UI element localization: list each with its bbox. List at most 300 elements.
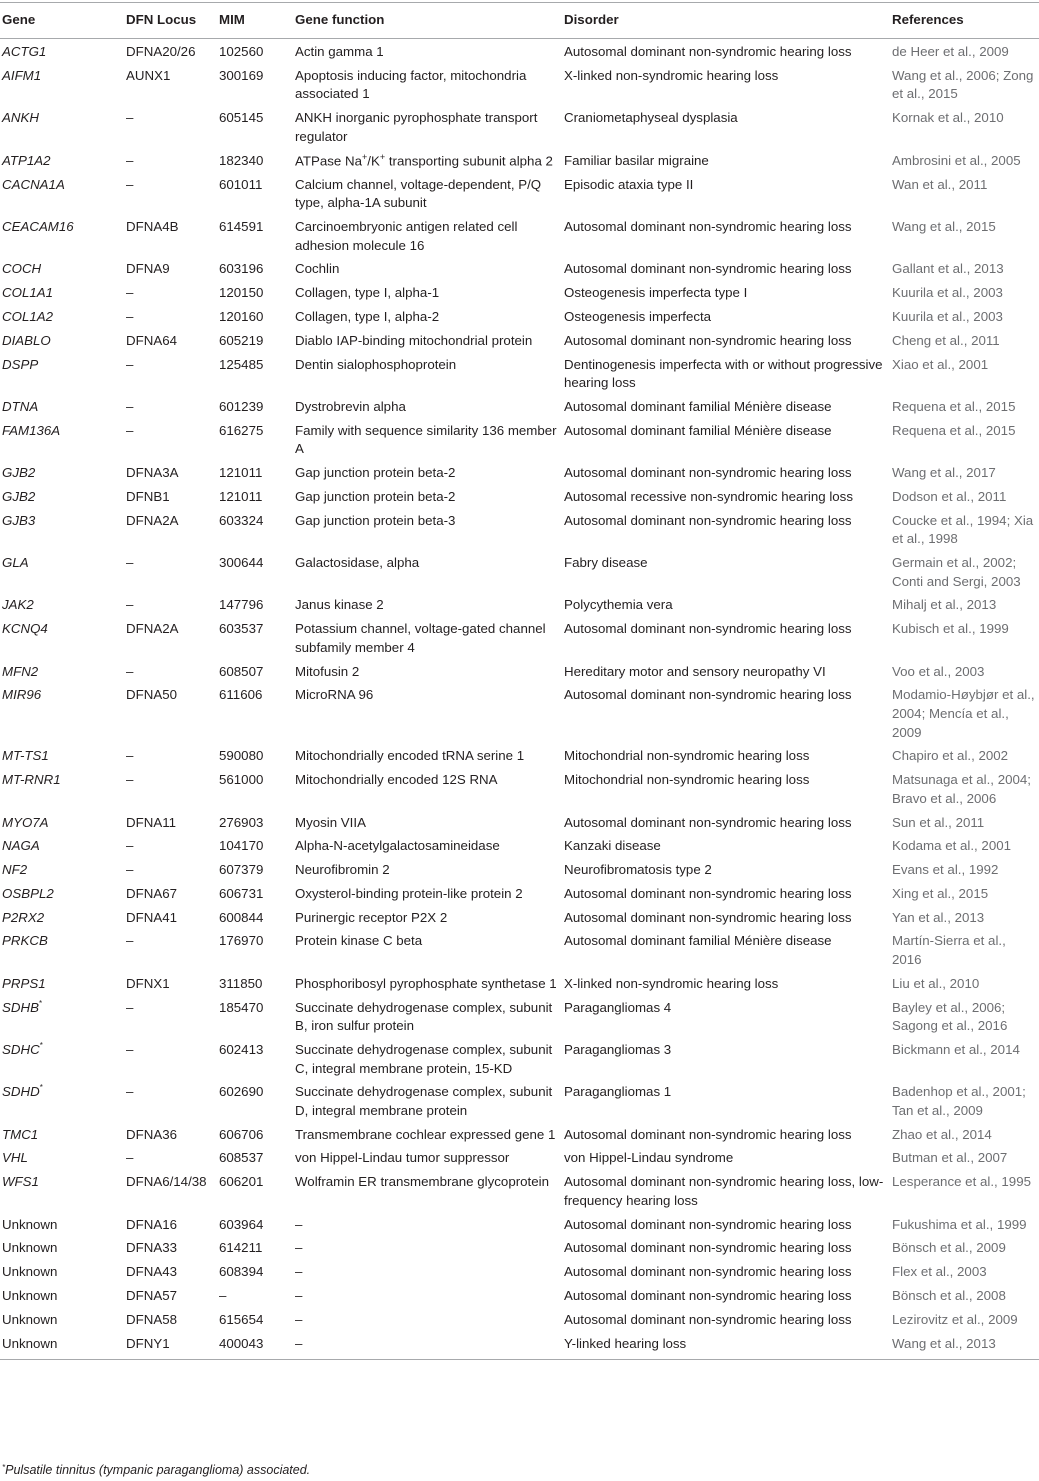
references-cell: Butman et al., 2007 <box>892 1150 1008 1166</box>
gene-name: OSBPL2 <box>2 885 54 901</box>
locus-cell: DFNA36 <box>126 1126 177 1142</box>
table-row <box>0 353 1039 395</box>
mim-cell: 176970 <box>219 933 264 949</box>
locus-cell: DFNA20/26 <box>126 44 196 59</box>
header-mim: MIM <box>217 3 293 39</box>
disorder-cell: Autosomal dominant non-syndromic hearing loss <box>564 909 852 925</box>
locus-cell: – <box>126 1084 134 1100</box>
gene-cell <box>0 509 124 551</box>
disorder-cell: Y-linked hearing loss <box>562 1332 890 1360</box>
disorder-cell: Paragangliomas 3 <box>564 1041 672 1057</box>
function-cell: – <box>295 1240 303 1256</box>
disorder-cell: Autosomal recessive non-syndromic hearing loss <box>564 488 853 504</box>
ion-charge: + <box>362 151 368 162</box>
locus-cell: – <box>126 1041 134 1057</box>
footnote-marker: * <box>39 1040 43 1050</box>
disorder-cell: Autosomal dominant non-syndromic hearing loss <box>564 1216 852 1232</box>
mim-cell: 590080 <box>219 748 264 764</box>
gene-table <box>0 2 1039 1360</box>
references-cell: Martín-Sierra et al., 2016 <box>892 933 1006 968</box>
table-row <box>0 769 1039 811</box>
table-row <box>0 858 1039 882</box>
gene-cell <box>0 462 124 486</box>
gene-name: SDHB <box>2 999 39 1015</box>
gene-name: ACTG1 <box>2 44 47 59</box>
table-row <box>0 107 1039 149</box>
references-cell: Kodama et al., 2001 <box>892 838 1012 854</box>
references-cell: Liu et al., 2010 <box>892 975 980 991</box>
references-cell: Voo et al., 2003 <box>892 663 985 679</box>
references-cell: Mihalj et al., 2013 <box>892 597 997 613</box>
function-cell: Mitochondrially encoded 12S RNA <box>295 772 498 788</box>
references-cell: Bönsch et al., 2008 <box>892 1287 1006 1303</box>
mim-cell: 104170 <box>219 838 264 854</box>
function-cell: Calcium channel, voltage-dependent, P/Q type, alpha-1A subunit <box>295 176 542 211</box>
gene-name: PRPS1 <box>2 975 46 991</box>
function-cell: Gap junction protein beta-2 <box>295 488 456 504</box>
function-cell: Purinergic receptor P2X 2 <box>295 909 448 925</box>
function-cell: Mitochondrially encoded tRNA serine 1 <box>295 748 525 764</box>
locus-cell: DFNA6/14/38 <box>126 1174 207 1190</box>
locus-cell: – <box>126 748 134 764</box>
mim-cell: 120160 <box>219 309 264 325</box>
function-cell: Transmembrane cochlear expressed gene 1 <box>295 1126 556 1142</box>
mim-cell: 614591 <box>219 219 264 235</box>
function-cell: Galactosidase, alpha <box>295 555 420 571</box>
function-cell: Myosin VIIA <box>295 814 366 830</box>
function-cell: Succinate dehydrogenase complex, subunit D, integral membrane protein <box>295 1084 553 1118</box>
table-row <box>0 660 1039 684</box>
locus-cell: – <box>126 1150 134 1166</box>
disorder-cell: Mitochondrial non-syndromic hearing loss <box>564 748 810 764</box>
header-locus: DFN Locus <box>124 3 217 39</box>
disorder-cell: Autosomal dominant non-syndromic hearing loss <box>564 512 852 528</box>
locus-cell: DFNX1 <box>126 975 170 991</box>
mim-cell: 608507 <box>219 663 264 679</box>
table-row <box>0 551 1039 593</box>
ion-charge: + <box>379 151 386 162</box>
mim-cell: 611606 <box>219 687 263 703</box>
function-cell: Phosphoribosyl pyrophosphate synthetase 1 <box>295 975 557 991</box>
disorder-cell: Hereditary motor and sensory neuropathy VI <box>564 663 826 679</box>
function-text: ATPase Na <box>295 152 363 168</box>
gene-cell <box>0 551 124 593</box>
gene-cell <box>0 1171 124 1213</box>
gene-cell <box>0 858 124 882</box>
header-gene: Gene <box>0 3 124 39</box>
mim-cell: 600844 <box>219 909 264 925</box>
mim-cell: 603537 <box>219 621 264 637</box>
gene-name: CEACAM16 <box>2 219 74 235</box>
gene-name: DIABLO <box>2 332 51 348</box>
gene-cell <box>0 618 124 660</box>
disorder-cell: Paragangliomas 4 <box>564 999 672 1015</box>
references-cell: Requena et al., 2015 <box>892 398 1016 414</box>
locus-cell: AUNX1 <box>126 67 171 83</box>
table-row <box>0 906 1039 930</box>
function-cell: Collagen, type I, alpha-2 <box>295 309 440 325</box>
footnote-marker: * <box>39 1083 43 1093</box>
gene-name: DSPP <box>2 356 39 372</box>
function-cell <box>293 149 562 173</box>
mim-cell: 605219 <box>219 332 264 348</box>
locus-cell: – <box>126 663 134 679</box>
references-cell: Bickmann et al., 2014 <box>892 1041 1020 1057</box>
locus-cell: DFNA43 <box>126 1264 177 1280</box>
mim-cell: 182340 <box>219 152 264 168</box>
locus-cell: – <box>126 933 134 949</box>
mim-cell: 603196 <box>219 261 264 277</box>
disorder-cell: Paragangliomas 1 <box>564 1084 672 1100</box>
references-cell: Flex et al., 2003 <box>892 1264 987 1280</box>
mim-cell: 120150 <box>219 285 264 301</box>
disorder-cell: Autosomal dominant non-syndromic hearing loss <box>564 465 852 481</box>
gene-name: SDHD <box>2 1084 40 1100</box>
gene-cell <box>0 353 124 395</box>
table-row <box>0 1284 1039 1308</box>
disorder-cell: Episodic ataxia type II <box>564 176 694 192</box>
references-cell: Badenhop et al., 2001; Tan et al., 2009 <box>892 1084 1026 1118</box>
gene-cell <box>0 64 124 106</box>
gene-name: Unknown <box>2 1216 58 1232</box>
gene-name: KCNQ4 <box>2 621 48 637</box>
locus-cell: DFNA2A <box>126 512 179 528</box>
header-function: Gene function <box>293 3 562 39</box>
function-cell: Wolframin ER transmembrane glycoprotein <box>295 1174 549 1190</box>
mim-cell: 121011 <box>219 465 263 481</box>
function-cell: ANKH inorganic pyrophosphate transport regulator <box>295 110 538 144</box>
gene-name: COCH <box>2 261 42 277</box>
table-body <box>0 39 1039 1360</box>
references-cell: Kuurila et al., 2003 <box>892 309 1003 325</box>
disorder-cell: Autosomal dominant non-syndromic hearing loss <box>564 621 852 637</box>
gene-cell <box>0 906 124 930</box>
disorder-cell: Neurofibromatosis type 2 <box>564 862 712 878</box>
table-row <box>0 305 1039 329</box>
mim-cell: 616275 <box>219 422 264 438</box>
gene-cell <box>0 684 124 745</box>
references-cell: de Heer et al., 2009 <box>892 44 1009 59</box>
table-row <box>0 930 1039 972</box>
gene-name: MT-TS1 <box>2 748 49 764</box>
table-row <box>0 1123 1039 1147</box>
function-cell: Gap junction protein beta-2 <box>295 465 456 481</box>
locus-cell: – <box>126 356 134 372</box>
table-footnote <box>2 1463 310 1477</box>
disorder-cell: X-linked non-syndromic hearing loss <box>564 975 779 991</box>
mim-cell: 608537 <box>219 1150 264 1166</box>
function-cell: Gap junction protein beta-3 <box>295 512 456 528</box>
gene-cell <box>0 1081 124 1123</box>
gene-name: VHL <box>2 1150 28 1166</box>
table-row <box>0 684 1039 745</box>
gene-name: GJB3 <box>2 512 36 528</box>
disorder-cell: Autosomal dominant non-syndromic hearing loss <box>564 44 852 59</box>
mim-cell: 276903 <box>219 814 264 830</box>
gene-cell <box>0 149 124 173</box>
locus-cell: DFNA33 <box>126 1240 177 1256</box>
function-cell: Collagen, type I, alpha-1 <box>295 285 440 301</box>
gene-name: AIFM1 <box>2 67 42 83</box>
mim-cell: 102560 <box>219 44 264 59</box>
function-text: transporting subunit alpha 2 <box>385 152 553 168</box>
function-cell: Actin gamma 1 <box>295 44 384 59</box>
gene-cell <box>0 745 124 769</box>
function-cell: Carcinoembryonic antigen related cell adhesion molecule 16 <box>295 219 518 253</box>
function-cell: Apoptosis inducing factor, mitochondria associated 1 <box>295 67 527 102</box>
locus-cell: – <box>126 110 134 126</box>
table-row <box>0 258 1039 282</box>
disorder-cell: Fabry disease <box>564 555 648 571</box>
locus-cell: – <box>126 555 134 571</box>
footnote-text: Pulsatile tinnitus (tympanic paraganglioma) associated. <box>5 1463 311 1477</box>
disorder-cell: Autosomal dominant non-syndromic hearing loss <box>564 885 852 901</box>
mim-cell: 300644 <box>219 555 264 571</box>
gene-name: SDHC <box>2 1041 40 1057</box>
table-row <box>0 1147 1039 1171</box>
table-row <box>0 1038 1039 1080</box>
locus-cell: DFNA58 <box>126 1311 177 1327</box>
table-row <box>0 1332 1039 1360</box>
gene-cell <box>0 835 124 859</box>
function-cell: Succinate dehydrogenase complex, subunit B, iron sulfur protein <box>295 999 553 1034</box>
mim-cell: 607379 <box>219 862 264 878</box>
gene-name: MFN2 <box>2 663 39 679</box>
function-cell: – <box>295 1311 303 1327</box>
table-row <box>0 462 1039 486</box>
function-cell: – <box>293 1332 562 1360</box>
disorder-cell: Autosomal dominant non-syndromic hearing loss <box>564 332 852 348</box>
table-row <box>0 1308 1039 1332</box>
gene-cell <box>0 1038 124 1080</box>
gene-name: PRKCB <box>2 933 48 949</box>
locus-cell: – <box>126 838 134 854</box>
disorder-cell: Autosomal dominant non-syndromic hearing loss <box>564 1126 852 1142</box>
gene-cell <box>0 1147 124 1171</box>
disorder-cell: Familiar basilar migraine <box>564 152 709 168</box>
references-cell: Lesperance et al., 1995 <box>892 1174 1031 1190</box>
table-row <box>0 485 1039 509</box>
gene-cell <box>0 1213 124 1237</box>
mim-cell: 311850 <box>219 975 263 991</box>
references-cell: Coucke et al., 1994; Xia et al., 1998 <box>892 512 1034 547</box>
function-cell: Alpha-N-acetylgalactosamineidase <box>295 838 500 854</box>
disorder-cell: Osteogenesis imperfecta <box>564 309 712 325</box>
mim-cell: 614211 <box>219 1240 263 1256</box>
references-cell: Wang et al., 2013 <box>890 1332 1039 1360</box>
locus-cell: DFNA9 <box>126 261 170 277</box>
gene-cell <box>0 811 124 835</box>
gene-name: TMC1 <box>2 1126 39 1142</box>
function-cell: Succinate dehydrogenase complex, subunit C, integral membrane protein, 15-KD <box>295 1041 553 1076</box>
disorder-cell: Osteogenesis imperfecta type I <box>564 285 748 301</box>
gene-cell <box>0 1332 124 1360</box>
gene-name: Unknown <box>2 1264 58 1280</box>
disorder-cell: Autosomal dominant familial Ménière disease <box>564 398 832 414</box>
gene-name: FAM136A <box>2 422 61 438</box>
table-row <box>0 972 1039 996</box>
mim-cell: 606706 <box>219 1126 264 1142</box>
function-cell: – <box>295 1264 303 1280</box>
header-references: References <box>890 3 1039 39</box>
function-text: /K <box>367 152 380 168</box>
gene-name: Unknown <box>2 1311 58 1327</box>
gene-name: DTNA <box>2 398 39 414</box>
mim-cell: 606731 <box>219 885 264 901</box>
table-row <box>0 594 1039 618</box>
gene-cell <box>0 395 124 419</box>
references-cell: Matsunaga et al., 2004; Bravo et al., 2006 <box>892 772 1031 806</box>
function-cell: von Hippel-Lindau tumor suppressor <box>295 1150 510 1166</box>
references-cell: Cheng et al., 2011 <box>892 332 1000 348</box>
locus-cell: – <box>126 597 134 613</box>
gene-name: ANKH <box>2 110 39 126</box>
locus-cell: DFNA2A <box>126 621 179 637</box>
locus-cell: DFNA41 <box>126 909 177 925</box>
table-row <box>0 1261 1039 1285</box>
disorder-cell: Mitochondrial non-syndromic hearing loss <box>564 772 810 788</box>
mim-cell: – <box>219 1287 227 1303</box>
references-cell: Xing et al., 2015 <box>892 885 989 901</box>
mim-cell: 601239 <box>219 398 264 414</box>
disorder-cell: Autosomal dominant familial Ménière disease <box>564 422 832 438</box>
references-cell: Dodson et al., 2011 <box>892 488 1007 504</box>
mim-cell: 602690 <box>219 1084 264 1100</box>
table-row <box>0 395 1039 419</box>
disorder-cell: Autosomal dominant non-syndromic hearing loss, low-frequency hearing loss <box>564 1174 884 1208</box>
disorder-cell: von Hippel-Lindau syndrome <box>564 1150 734 1166</box>
references-cell: Yan et al., 2013 <box>892 909 985 925</box>
gene-cell <box>0 1261 124 1285</box>
table-header-row <box>0 3 1039 39</box>
table-row <box>0 329 1039 353</box>
table-row <box>0 173 1039 215</box>
gene-name: COL1A2 <box>2 309 53 325</box>
mim-cell: 121011 <box>219 488 263 504</box>
table-row <box>0 282 1039 306</box>
mim-cell: 300169 <box>219 67 264 83</box>
gene-name: NAGA <box>2 838 40 854</box>
gene-cell <box>0 419 124 461</box>
function-cell: Diablo IAP-binding mitochondrial protein <box>295 332 533 348</box>
table-row <box>0 1213 1039 1237</box>
function-cell: Janus kinase 2 <box>295 597 384 613</box>
mim-cell: 561000 <box>219 772 264 788</box>
mim-cell: 605145 <box>219 110 264 126</box>
references-cell: Fukushima et al., 1999 <box>892 1216 1027 1232</box>
gene-name: ATP1A2 <box>2 152 51 168</box>
references-cell: Lezirovitz et al., 2009 <box>892 1311 1018 1327</box>
references-cell: Kubisch et al., 1999 <box>892 621 1009 637</box>
references-cell: Evans et al., 1992 <box>892 862 999 878</box>
locus-cell: DFNA3A <box>126 465 179 481</box>
disorder-cell: Polycythemia vera <box>564 597 673 613</box>
gene-name: P2RX2 <box>2 909 45 925</box>
locus-cell: – <box>126 772 134 788</box>
table-row <box>0 149 1039 173</box>
header-disorder: Disorder <box>562 3 890 39</box>
locus-cell: – <box>126 862 134 878</box>
gene-name: JAK2 <box>2 597 34 613</box>
gene-cell <box>0 216 124 258</box>
locus-cell: DFNA16 <box>126 1216 177 1232</box>
function-cell: – <box>295 1216 303 1232</box>
function-cell: Dystrobrevin alpha <box>295 398 406 414</box>
disorder-cell: Dentinogenesis imperfecta with or without progressive hearing loss <box>564 356 883 391</box>
gene-name: CACNA1A <box>2 176 65 192</box>
disorder-cell: Autosomal dominant non-syndromic hearing loss <box>564 1311 852 1327</box>
table-row <box>0 1081 1039 1123</box>
gene-name: Unknown <box>2 1240 58 1256</box>
gene-name: GJB2 <box>2 465 36 481</box>
function-cell: Protein kinase C beta <box>295 933 423 949</box>
disorder-cell: Autosomal dominant non-syndromic hearing loss <box>564 219 852 235</box>
disorder-cell: Autosomal dominant non-syndromic hearing loss <box>564 814 852 830</box>
references-cell: Requena et al., 2015 <box>892 422 1016 438</box>
gene-name: MT-RNR1 <box>2 772 61 788</box>
gene-cell <box>0 329 124 353</box>
gene-cell <box>0 1308 124 1332</box>
references-cell: Bayley et al., 2006; Sagong et al., 2016 <box>892 999 1008 1034</box>
locus-cell: DFNA57 <box>126 1287 177 1303</box>
locus-cell: DFNA50 <box>126 687 177 703</box>
references-cell: Wang et al., 2017 <box>892 465 996 481</box>
locus-cell: DFNA11 <box>126 814 176 830</box>
locus-cell: DFNA67 <box>126 885 177 901</box>
gene-cell <box>0 282 124 306</box>
gene-cell <box>0 996 124 1038</box>
gene-name: GJB2 <box>2 488 36 504</box>
locus-cell: – <box>126 398 134 414</box>
mim-cell: 601011 <box>219 176 263 192</box>
table-row <box>0 1171 1039 1213</box>
gene-cell <box>0 305 124 329</box>
footnote-mark: * <box>2 1463 6 1472</box>
table-row <box>0 745 1039 769</box>
gene-cell <box>0 882 124 906</box>
mim-cell: 602413 <box>219 1041 264 1057</box>
function-cell: Neurofibromin 2 <box>295 862 390 878</box>
gene-cell <box>0 1237 124 1261</box>
table-row <box>0 1237 1039 1261</box>
references-cell: Kornak et al., 2010 <box>892 110 1004 126</box>
locus-cell: – <box>126 285 134 301</box>
references-cell: Wang et al., 2006; Zong et al., 2015 <box>892 67 1034 102</box>
gene-cell <box>0 107 124 149</box>
table-row <box>0 811 1039 835</box>
disorder-cell: Craniometaphyseal dysplasia <box>564 110 738 126</box>
function-cell: Potassium channel, voltage-gated channel subfamily member 4 <box>295 621 546 655</box>
references-cell: Xiao et al., 2001 <box>892 356 989 372</box>
gene-cell <box>0 258 124 282</box>
references-cell: Bönsch et al., 2009 <box>892 1240 1006 1256</box>
gene-cell <box>0 594 124 618</box>
locus-cell: – <box>126 152 134 168</box>
locus-cell: DFNA4B <box>126 219 179 235</box>
gene-cell <box>0 972 124 996</box>
references-cell: Zhao et al., 2014 <box>892 1126 992 1142</box>
disorder-cell: Autosomal dominant non-syndromic hearing loss <box>564 261 852 277</box>
references-cell: Sun et al., 2011 <box>892 814 985 830</box>
gene-cell <box>0 1123 124 1147</box>
table-row <box>0 64 1039 106</box>
table-row <box>0 835 1039 859</box>
table-row <box>0 509 1039 551</box>
function-cell: Mitofusin 2 <box>295 663 360 679</box>
gene-name: MYO7A <box>2 814 49 830</box>
function-cell: – <box>295 1287 303 1303</box>
table-row <box>0 39 1039 65</box>
